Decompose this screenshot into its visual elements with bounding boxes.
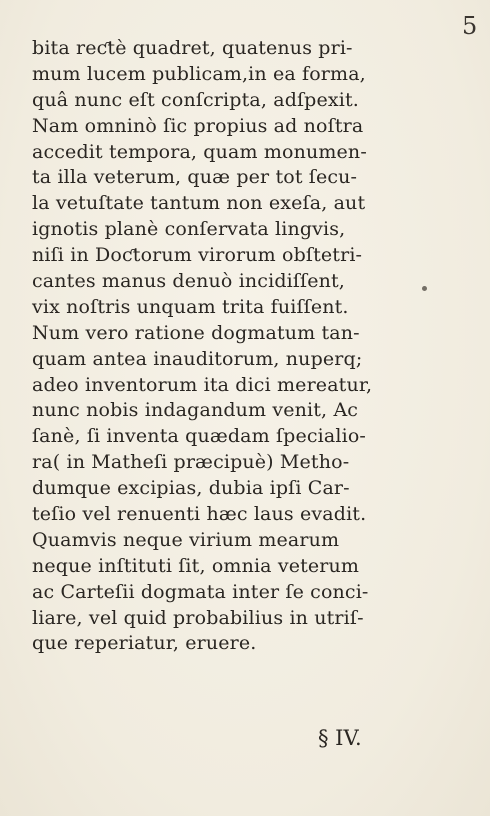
text-line: que reperiatur, eruere.: [32, 632, 257, 655]
text-line: bita reƈtè quadret, quatenus pri-: [32, 37, 353, 59]
text-line: Num vero ratione dogmatum tan-: [32, 321, 360, 344]
text-line: la vetuſtate tantum non exeſa, aut: [32, 192, 366, 215]
text-line: cantes manus denuò incidiſſent,: [32, 270, 345, 293]
text-line: quam antea inauditorum, nuperq;: [32, 347, 363, 370]
text-line: neque inſtituti ſit, omnia veterum: [32, 554, 360, 577]
text-line: ſanè, ſi inventa quædam ſpecialio-: [32, 425, 367, 448]
text-line: ac Carteſii dogmata inter ſe conci-: [32, 580, 369, 603]
text-line: ignotis planè conſervata lingvis,: [32, 218, 346, 241]
page-number: 5: [462, 12, 478, 40]
text-line: teſio vel renuenti hæc laus evadit.: [32, 503, 367, 526]
text-line: quâ nunc eſt conſcripta, adſpexit.: [32, 88, 359, 111]
text-line: ta illa veterum, quæ per tot ſecu-: [32, 166, 358, 189]
text-line: liare, vel quid probabilius in utriſ-: [32, 606, 364, 629]
text-line: vix noſtris unquam trita fuiſſent.: [32, 295, 349, 318]
body-text: [32, 36, 462, 657]
ink-speck: [422, 286, 427, 291]
text-line: adeo inventorum ita dici mereatur,: [32, 373, 373, 396]
text-line: ra( in Matheſi præcipuè) Metho-: [32, 451, 350, 474]
text-line: accedit tempora, quam monumen-: [32, 140, 367, 163]
text-line: niſi in Doƈtorum virorum obſtetri-: [32, 244, 363, 267]
text-line: nunc nobis indagandum venit, Ac: [32, 399, 359, 422]
text-line: Nam omninò ſic propius ad noſtra: [32, 114, 364, 137]
text-line: mum lucem publicam,in ea forma,: [32, 62, 366, 85]
text-line: dumque excipias, dubia ipſi Car-: [32, 477, 350, 500]
catchword: § IV.: [318, 726, 362, 750]
text-line: Quamvis neque virium mearum: [32, 528, 340, 551]
